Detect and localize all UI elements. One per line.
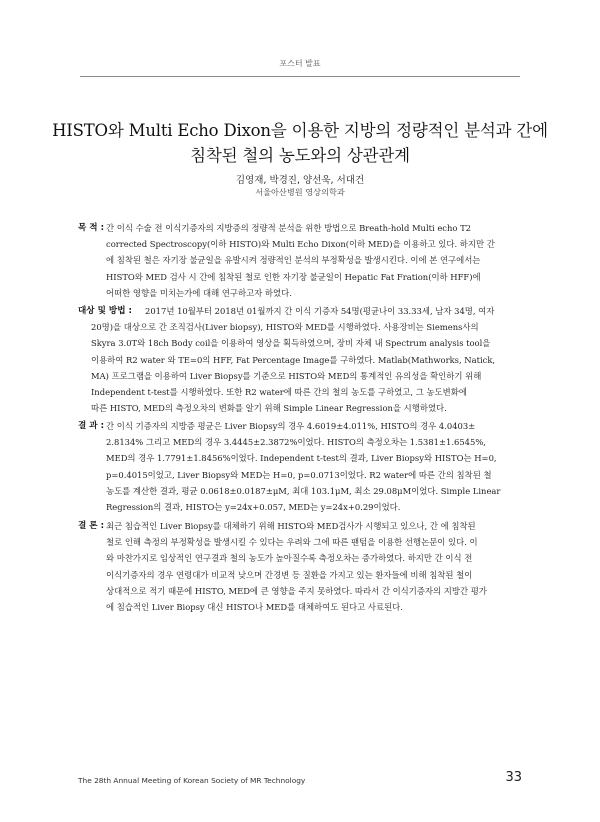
text-line: MED의 경우 1.7791±1.8456%이었다. Independent t-test의 결과, Liver Biopsy와 HISTO는 H=0, — [106, 453, 497, 464]
text-line: 20명)을 대상으로 간 조직검사(Liver biopsy), HISTO와 MED를 시행하였다. 사용장비는 Siemens사의 — [91, 322, 479, 333]
text-line: HISTO와 MED 검사 시 간에 침착된 철로 인한 자기장 불균일이 Hepatic Fat Fration(이하 HFF)에 — [106, 271, 481, 282]
text-line: Regression의 결과, HISTO는 y=24x+0.057, MED는 y=24x+0.29이었다. — [106, 502, 401, 513]
section-results — [78, 418, 524, 515]
text-line: 2.8134% 그리고 MED의 경우 3.4445±2.3872%이었다. HISTO의 측정오차는 1.5381±1.6545%, — [106, 437, 486, 448]
text-line: Skyra 3.0T와 18ch Body coil을 이용하여 영상을 획득하였으며, 장비 자체 내 Spectrum analysis tool을 — [91, 338, 491, 349]
section-label: 결 과 : — [78, 421, 105, 431]
text-line: corrected Spectroscopy(이하 HISTO)와 Multi Echo Dixon(이하 MED)을 이용하고 있다. 하지만 간 — [106, 239, 495, 250]
page-number: 33 — [505, 770, 522, 785]
section-methods — [78, 303, 524, 416]
title-line-1: HISTO와 Multi Echo Dixon을 이용한 지방의 정량적인 분석과 간에 — [52, 121, 548, 140]
text-line: 간 이식 수술 전 이식기증자의 지방증의 정량적 분석을 위한 방법으로 Breath-hold Multi echo T2 — [106, 223, 471, 233]
text-line: 따른 HISTO, MED의 측정오차의 변화를 알기 위해 Simple Linear Regression을 시행하였다. — [91, 403, 447, 414]
paper-title — [40, 118, 560, 168]
text-line: 어떠한 영향을 미치는가에 대해 연구하고자 하였다. — [106, 287, 292, 298]
text-line: 에 침착된 철은 자기장 불균일을 유발시켜 정량적인 분석의 부정확성을 발생시킨다. 이에 본 연구에서는 — [106, 255, 481, 266]
text-line: 농도를 계산한 결과, 평균 0.0618±0.0187±μM, 최대 103.1μM, 최소 29.08μM이었다. Simple Linear — [106, 485, 501, 496]
text-line: 상대적으로 적기 때문에 HISTO, MED에 큰 영향을 주지 못하였다. 따라서 간 이식기증자의 지방간 평가 — [106, 585, 487, 596]
title-line-2: 침착된 철의 농도와의 상관관계 — [190, 146, 410, 165]
section-label: 결 론 : — [78, 521, 105, 531]
header-divider — [80, 76, 520, 77]
text-line: 철로 인해 측정의 부정확성을 발생시킬 수 있다는 우려와 그에 따른 팬텀을 이용한 선행논문이 있다. 이 — [106, 537, 478, 548]
text-line: 이식기증자의 경우 연령대가 비교적 낮으며 간경변 등 질환을 가지고 있는 환자들에 비해 침착된 철이 — [106, 569, 473, 580]
text-line: MA) 프로그램을 이용하여 Liver Biopsy를 기준으로 HISTO와 MED의 통계적인 유의성을 확인하기 위해 — [91, 370, 482, 381]
text-line: 간 이식 기증자의 지방증 평균은 Liver Biopsy의 경우 4.6019±4.011%, HISTO의 경우 4.0403± — [106, 421, 476, 431]
author-list: 김영재, 박경진, 양선욱, 서대건 — [235, 175, 365, 186]
section-conclusion — [78, 518, 524, 615]
affiliation: 서울아산병원 영상의학과 — [255, 187, 345, 197]
text-line: 와 마찬가지로 임상적인 연구결과 철의 농도가 높아질수록 측정오차는 증가하였다. 하지만 간 이식 전 — [106, 553, 473, 564]
running-header: 포스터 발표 — [279, 59, 321, 68]
text-line: 2017년 10월부터 2018년 01월까지 간 이식 기증자 54명(평균나이 33.33세, 남자 34명, 여자 — [145, 306, 495, 316]
section-label: 목 적 : — [78, 223, 105, 233]
text-line: 이용하여 R2 water 와 TE=0의 HFF, Fat Percentage Image를 구하였다. Matlab(Mathworks, Natick, — [91, 354, 496, 365]
text-line: Independent t-test를 시행하였다. 또한 R2 water에 따른 간의 철의 농도를 구하였고, 그 농도변화에 — [91, 387, 467, 398]
section-purpose — [78, 220, 524, 301]
text-line: p=0.4015이었고, Liver Biopsy와 MED는 H=0, p=0.0713이었다. R2 water에 따른 간의 침착된 철 — [106, 469, 492, 480]
footer-conference: The 28th Annual Meeting of Korean Society of MR Technology — [78, 776, 306, 785]
text-line: 에 침습적인 Liver Biopsy 대신 HISTO나 MED를 대체하여도 된다고 사료된다. — [106, 602, 403, 613]
section-label: 대상 및 방법 : — [78, 306, 132, 316]
text-line: 최근 침습적인 Liver Biopsy를 대체하기 위해 HISTO와 MED검사가 시행되고 있으나, 간 에 침착된 — [106, 521, 476, 531]
